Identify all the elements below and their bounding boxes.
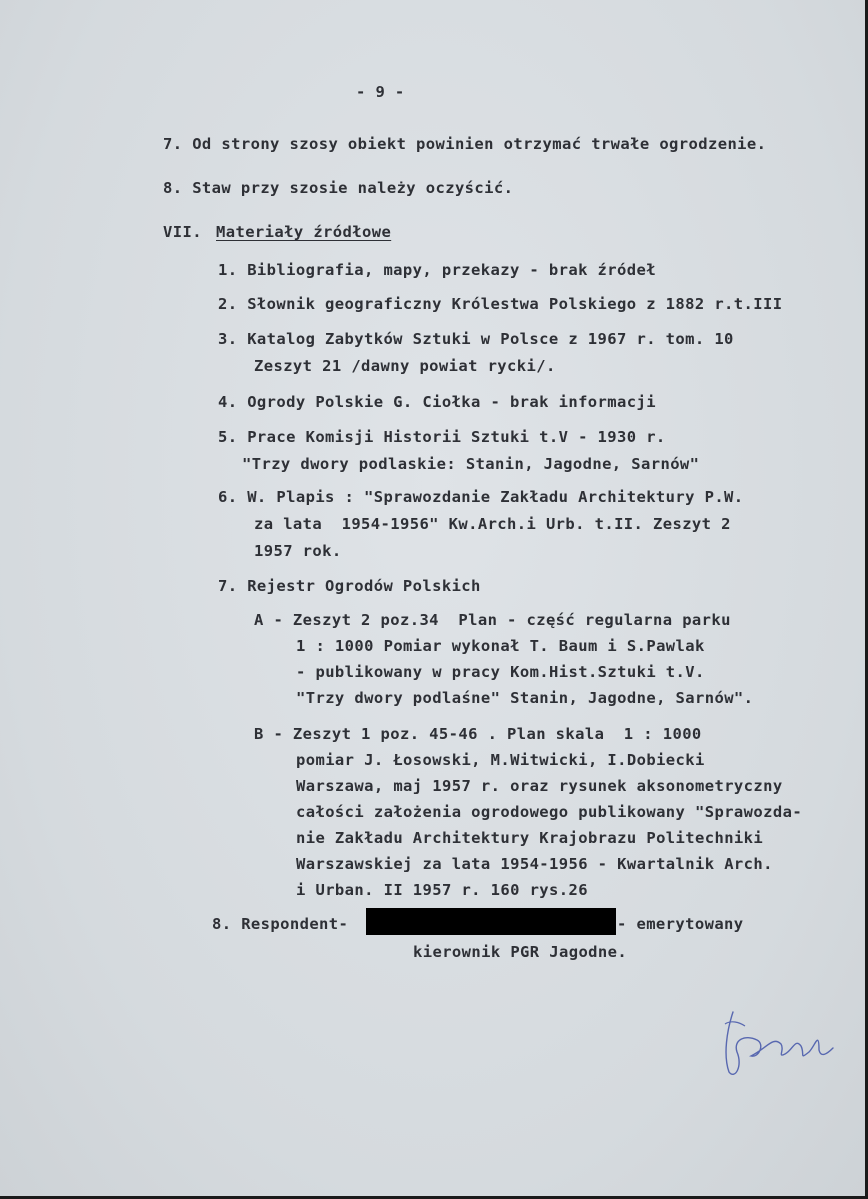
source-5-line-1: 5. Prace Komisji Historii Sztuki t.V - 1930 r. [218, 428, 666, 446]
respondent-role-2: kierownik PGR Jagodne. [413, 943, 628, 961]
source-7b-line-7: i Urban. II 1957 r. 160 rys.26 [296, 881, 588, 899]
source-3-line-1: 3. Katalog Zabytków Sztuki w Polsce z 1967 r. tom. 10 [218, 330, 734, 348]
source-7b-line-4: całości założenia ogrodowego publikowany "Sprawozda- [296, 803, 803, 821]
source-7a-line-3: - publikowany w pracy Kom.Hist.Sztuki t.V. [296, 663, 705, 681]
source-5-line-2: "Trzy dwory podlaskie: Stanin, Jagodne, Sarnów" [242, 455, 700, 473]
source-7b-line-2: pomiar J. Łosowski, M.Witwicki, I.Dobiecki [296, 751, 705, 769]
redaction-bar [366, 908, 616, 935]
item-8-text: 8. Staw przy szosie należy oczyścić. [163, 179, 514, 197]
source-1: 1. Bibliografia, mapy, przekazy - brak źródeł [218, 261, 656, 279]
source-2: 2. Słownik geograficzny Królestwa Polskiego z 1882 r.t.III [218, 295, 783, 313]
source-7b-line-1: B - Zeszyt 1 poz. 45-46 . Plan skala 1 : 1000 [254, 725, 702, 743]
source-7a-line-1: A - Zeszyt 2 poz.34 Plan - część regularna parku [254, 611, 731, 629]
source-7a-line-2: 1 : 1000 Pomiar wykonał T. Baum i S.Pawlak [296, 637, 705, 655]
respondent-label: 8. Respondent- [212, 915, 349, 933]
item-7-text: 7. Od strony szosy obiekt powinien otrzymać trwałe ogrodzenie. [163, 135, 767, 153]
source-7a-line-4: "Trzy dwory podlaśne" Stanin, Jagodne, Sarnów". [296, 689, 754, 707]
section-heading: Materiały źródłowe [216, 223, 392, 241]
source-7b-line-5: nie Zakładu Architektury Krajobrazu Politechniki [296, 829, 764, 847]
source-6-line-1: 6. W. Plapis : "Sprawozdanie Zakładu Architektury P.W. [218, 488, 744, 506]
section-number: VII. [163, 223, 202, 241]
signature [715, 1000, 845, 1080]
source-7: 7. Rejestr Ogrodów Polskich [218, 577, 481, 595]
page-number: - 9 - [356, 83, 405, 101]
source-4: 4. Ogrody Polskie G. Ciołka - brak informacji [218, 393, 656, 411]
source-6-line-2: za lata 1954-1956" Kw.Arch.i Urb. t.II. Zeszyt 2 [254, 515, 731, 533]
source-3-line-2: Zeszyt 21 /dawny powiat rycki/. [254, 357, 556, 375]
source-6-line-3: 1957 rok. [254, 542, 342, 560]
source-7b-line-3: Warszawa, maj 1957 r. oraz rysunek aksonometryczny [296, 777, 783, 795]
respondent-role-1: - emerytowany [617, 915, 744, 933]
source-7b-line-6: Warszawskiej za lata 1954-1956 - Kwartalnik Arch. [296, 855, 773, 873]
